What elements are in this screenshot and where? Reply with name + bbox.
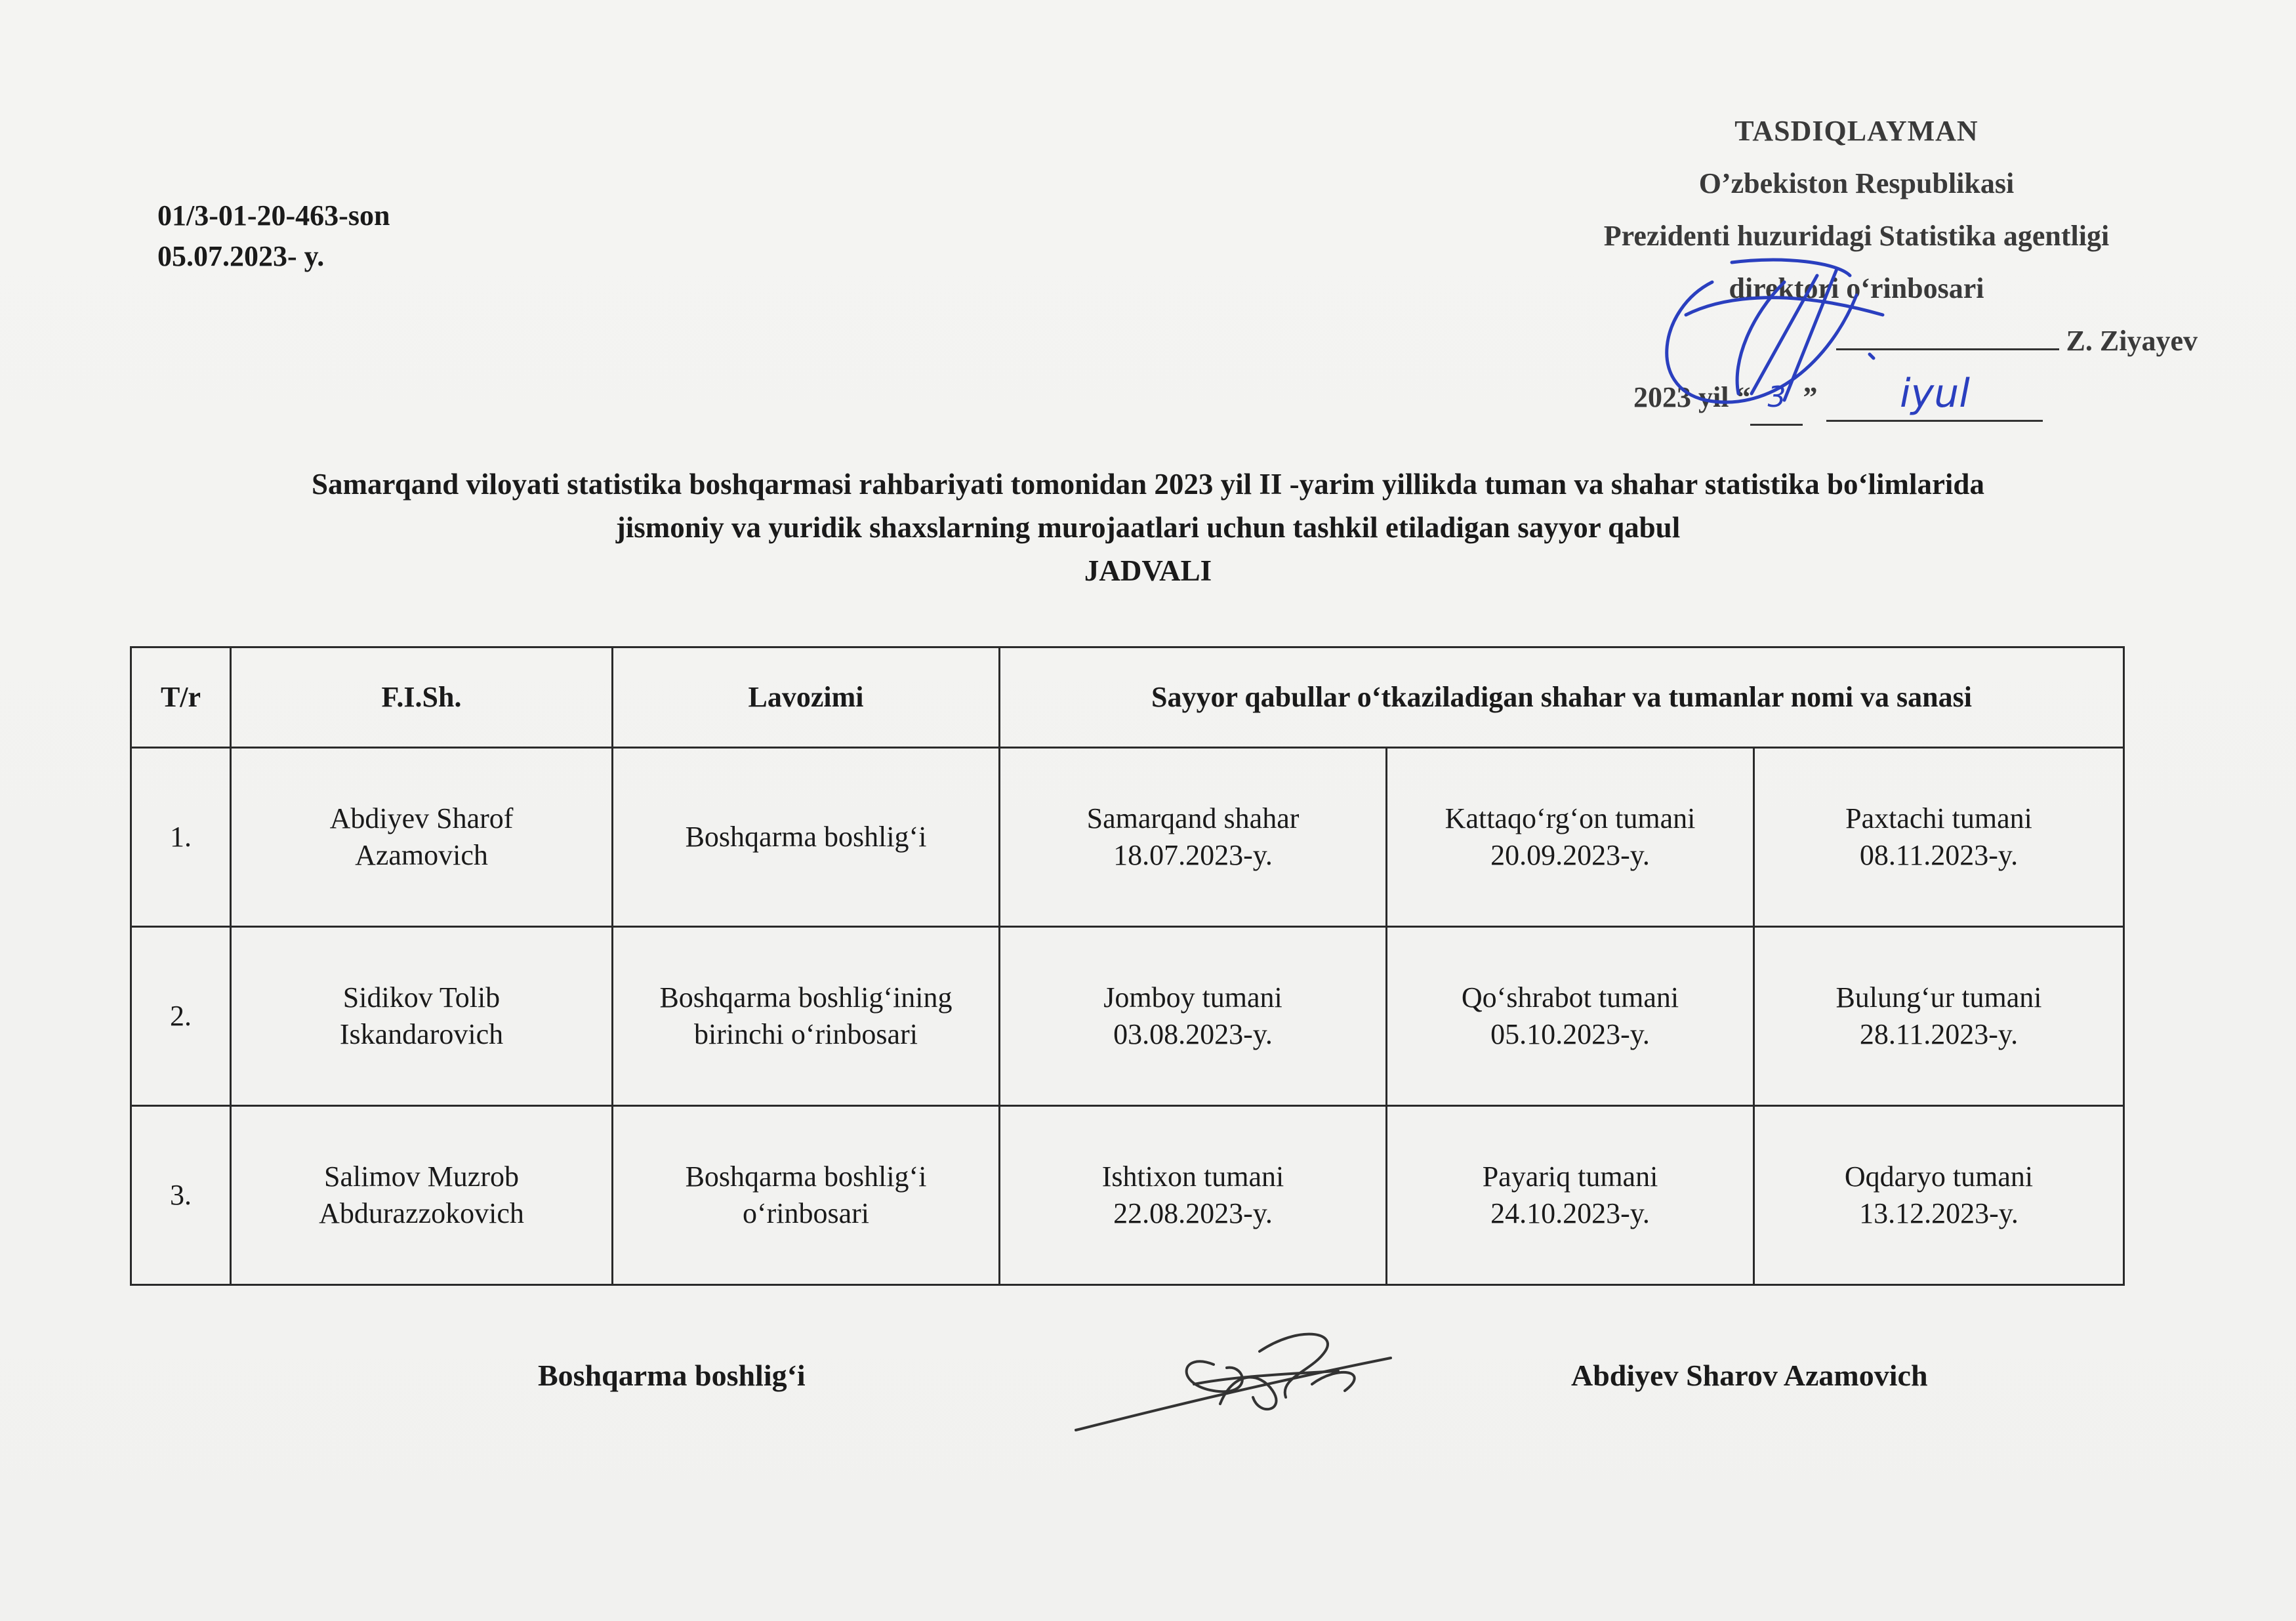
- table-row: [131, 927, 2124, 1106]
- visit-place: Samarqand shahar: [1086, 802, 1300, 834]
- row-name: [231, 1106, 613, 1285]
- table-row: [131, 1106, 2124, 1285]
- visit-place: Kattaqo‘rg‘on tumani: [1445, 802, 1696, 834]
- visit-date: 18.07.2023-y.: [1113, 839, 1273, 871]
- visit-date: 05.10.2023-y.: [1490, 1018, 1650, 1050]
- schedule-table: [130, 646, 2125, 1286]
- name-line: Abdiyev Sharof: [329, 802, 514, 834]
- visit-place: Paxtachi tumani: [1845, 802, 2032, 834]
- row-number: 1.: [131, 748, 231, 927]
- approval-quote-close: ”: [1803, 381, 1818, 413]
- visit-date: 24.10.2023-y.: [1490, 1197, 1650, 1229]
- title-line-3: JADVALI: [1084, 554, 1212, 587]
- approval-year: 2023 yil “: [1633, 381, 1751, 413]
- footer-signatory-name: Abdiyev Sharov Azamovich: [1571, 1359, 1928, 1392]
- name-line: Abdurazzokovich: [319, 1197, 524, 1229]
- approval-line-1: O’zbekiston Respublikasi: [1698, 167, 2015, 199]
- row-name: [231, 927, 613, 1106]
- visit-place: Ishtixon tumani: [1101, 1160, 1284, 1193]
- row-visit-2: [1387, 1106, 1754, 1285]
- row-position: [613, 748, 1000, 927]
- row-number: 2.: [131, 927, 231, 1106]
- row-position: [613, 1106, 1000, 1285]
- row-visit-3: [1754, 748, 2124, 927]
- row-visit-2: [1387, 927, 1754, 1106]
- table-row: [131, 748, 2124, 927]
- visit-date: 28.11.2023-y.: [1859, 1018, 2019, 1050]
- table-header-row: [131, 647, 2124, 748]
- name-line: Sidikov Tolib: [342, 981, 501, 1014]
- visit-place: Payariq tumani: [1482, 1160, 1658, 1193]
- visit-date: 13.12.2023-y.: [1859, 1197, 2019, 1229]
- reference-date: 05.07.2023- y.: [157, 240, 325, 272]
- visit-place: Bulung‘ur tumani: [1835, 981, 2042, 1014]
- visit-date: 03.08.2023-y.: [1113, 1018, 1273, 1050]
- reference-number: 01/3-01-20-463-son: [157, 199, 390, 232]
- visit-date: 22.08.2023-y.: [1113, 1197, 1273, 1229]
- visit-place: Oqdaryo tumani: [1844, 1160, 2034, 1193]
- position-line: birinchi o‘rinbosari: [694, 1018, 918, 1050]
- position-line: Boshqarma boshlig‘i: [685, 821, 927, 853]
- row-visit-1: [1000, 927, 1387, 1106]
- approval-line-3: direktori o‘rinbosari: [1729, 272, 1984, 304]
- name-line: Azamovich: [355, 839, 488, 871]
- name-line: Salimov Muzrob: [324, 1160, 519, 1193]
- visit-place: Jomboy tumani: [1103, 981, 1282, 1014]
- approval-month-handwritten: iyul: [1826, 367, 2043, 422]
- approval-signature-icon: [1620, 236, 1909, 420]
- approval-heading: TASDIQLAYMAN: [1734, 115, 1978, 147]
- row-visit-2: [1387, 748, 1754, 927]
- position-line: Boshqarma boshlig‘ining: [659, 981, 953, 1014]
- title-line-2: jismoniy va yuridik shaxslarning murojaatlari uchun tashkil etiladigan sayyor qabul: [615, 511, 1681, 544]
- visit-date: 20.09.2023-y.: [1490, 839, 1650, 871]
- title-line-1: Samarqand viloyati statistika boshqarmasi rahbariyati tomonidan 2023 yil II -yarim yillikda tuman va shahar statistika bo‘limlarida: [312, 468, 1984, 501]
- header-places: Sayyor qabullar o‘tkaziladigan shahar va tumanlar nomi va sanasi: [1000, 647, 2124, 748]
- approval-line-2: Prezidenti huzuridagi Statistika agentligi: [1603, 220, 2110, 252]
- approval-day-handwritten: 3: [1750, 371, 1803, 426]
- visit-place: Qo‘shrabot tumani: [1461, 981, 1679, 1014]
- name-line: Iskandarovich: [339, 1018, 504, 1050]
- row-visit-1: [1000, 748, 1387, 927]
- row-visit-3: [1754, 1106, 2124, 1285]
- document-reference: [157, 195, 390, 277]
- header-name: F.I.Sh.: [231, 647, 613, 748]
- position-line: Boshqarma boshlig‘i: [685, 1160, 927, 1193]
- document-title: [98, 462, 2198, 592]
- row-position: [613, 927, 1000, 1106]
- row-name: [231, 748, 613, 927]
- row-visit-1: [1000, 1106, 1387, 1285]
- approval-signer: Z. Ziyayev: [2066, 325, 2198, 357]
- row-visit-3: [1754, 927, 2124, 1106]
- head-signature-icon: [1063, 1312, 1404, 1443]
- footer-signatory-title: Boshqarma boshlig‘i: [538, 1359, 806, 1392]
- row-number: 3.: [131, 1106, 231, 1285]
- position-line: o‘rinbosari: [742, 1197, 870, 1229]
- visit-date: 08.11.2023-y.: [1859, 839, 2019, 871]
- header-position: Lavozimi: [613, 647, 1000, 748]
- header-number: T/r: [131, 647, 231, 748]
